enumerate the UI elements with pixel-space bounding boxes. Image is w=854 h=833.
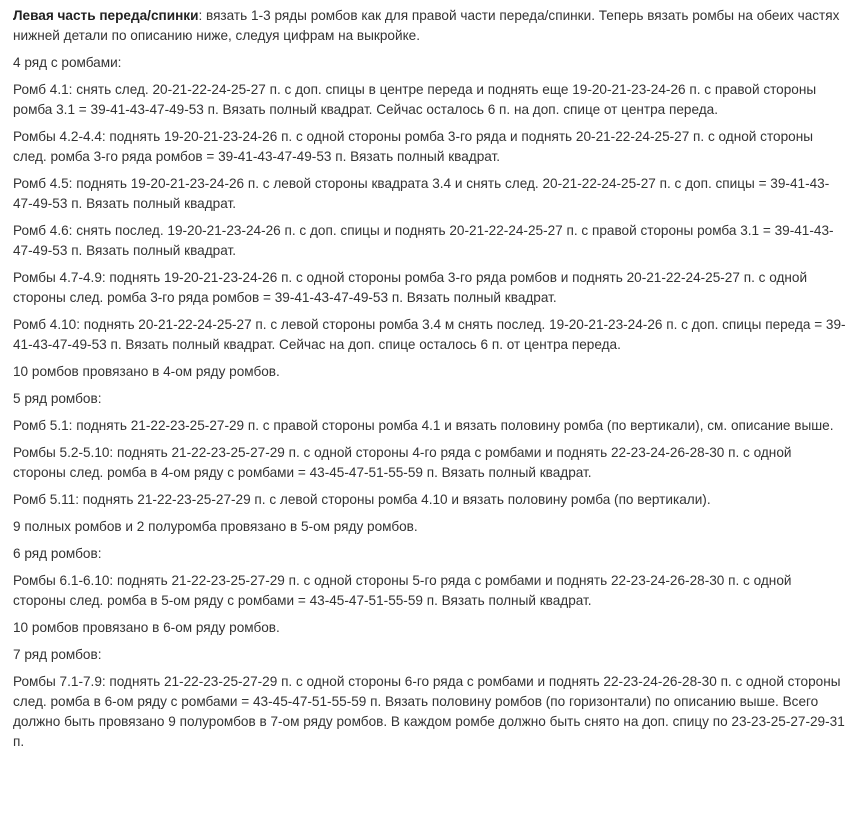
intro-paragraph [13,6,846,46]
section-heading-row-4: 4 ряд с ромбами: [13,55,122,70]
summary-row-6: 10 ромбов провязано в 6-ом ряду ромбов. [13,620,280,635]
paragraph-rhombs-5-2-5-10: Ромбы 5.2-5.10: поднять 21-22-23-25-27-29 п. с одной стороны 4-го ряда с ромбами и поднять 22-23-24-26-28-30 п. с одной стороны след. ромба в 4-ом ряду с ромбами = 43-45-47-51-55-59 п. Вязать полный квадрат. [13,445,792,480]
summary-row-5: 9 полных ромбов и 2 полуромба провязано в 5-ом ряду ромбов. [13,519,418,534]
paragraph-rhomb-5-11: Ромб 5.11: поднять 21-22-23-25-27-29 п. с левой стороны ромба 4.10 и вязать половину ромба (по вертикали). [13,492,711,507]
intro-heading: Левая часть переда/спинки [13,8,199,23]
paragraph-rhombs-6-1-6-10: Ромбы 6.1-6.10: поднять 21-22-23-25-27-29 п. с одной стороны 5-го ряда с ромбами и поднять 22-23-24-26-28-30 п. с одной стороны след. ромба в 5-ом ряду с ромбами = 43-45-47-51-55-59 п. Вязать полный квадрат. [13,573,792,608]
paragraph-rhomb-4-1: Ромб 4.1: снять след. 20-21-22-24-25-27 п. с доп. спицы в центре переда и поднять еще 19-20-21-23-24-26 п. с правой стороны ромба 3.1 = 39-41-43-47-49-53 п. Вязать полный квадрат. Сейчас осталось 6 п. на доп. спице от центра переда. [13,82,817,117]
intro-text: : вязать 1-3 ряды ромбов как для правой части переда/спинки. Теперь вязать ромбы на обеих частях нижней детали по описанию ниже, следуя цифрам на выкройке. [13,8,840,43]
section-heading-row-5: 5 ряд ромбов: [13,391,102,406]
paragraph-rhomb-5-1: Ромб 5.1: поднять 21-22-23-25-27-29 п. с правой стороны ромба 4.1 и вязать половину ромба (по вертикали), см. описание выше. [13,418,834,433]
paragraph-rhomb-4-6: Ромб 4.6: снять послед. 19-20-21-23-24-26 п. с доп. спицы и поднять 20-21-22-24-25-27 п. с правой стороны ромба 3.1 = 39-41-43-47-49-53 п. Вязать полный квадрат. [13,223,834,258]
paragraph-rhombs-4-2-4-4: Ромбы 4.2-4.4: поднять 19-20-21-23-24-26 п. с одной стороны ромба 3-го ряда и поднять 20-21-22-24-25-27 п. с одной стороны след. ромба 3-го ряда ромбов = 39-41-43-47-49-53 п. Вязать полный квадрат. [13,129,813,164]
paragraph-rhombs-7-1-7-9: Ромбы 7.1-7.9: поднять 21-22-23-25-27-29 п. с одной стороны 6-го ряда с ромбами и поднять 22-23-24-26-28-30 п. с одной стороны след. ромба в 6-ом ряду с ромбами = 43-45-47-51-55-59 п. Вязать половину ромбов (по горизонтали) по описанию выше. Всего должно быть провязано 9 полуромбов в 7-ом ряду ромбов. В каждом ромбе должно быть снято на доп. спицу по 23-23-25-27-29-31 п. [13,674,845,749]
section-heading-row-7: 7 ряд ромбов: [13,647,102,662]
paragraph-rhombs-4-7-4-9: Ромбы 4.7-4.9: поднять 19-20-21-23-24-26 п. с одной стороны ромба 3-го ряда ромбов и поднять 20-21-22-24-25-27 п. с одной стороны след. ромба 3-го ряда ромбов = 39-41-43-47-49-53 п. Вязать полный квадрат. [13,270,808,305]
paragraph-rhomb-4-5: Ромб 4.5: поднять 19-20-21-23-24-26 п. с левой стороны квадрата 3.4 и снять след. 20-21-22-24-25-27 п. с доп. спицы = 39-41-43-47-49-53 п. Вязать полный квадрат. [13,176,830,211]
section-heading-row-6: 6 ряд ромбов: [13,546,102,561]
paragraph-rhomb-4-10: Ромб 4.10: поднять 20-21-22-24-25-27 п. с левой стороны ромба 3.4 м снять послед. 19-20-21-23-24-26 п. с доп. спицы переда = 39-41-43-47-49-53 п. Вязать полный квадрат. Сейчас на доп. спице осталось 6 п. от центра переда. [13,317,846,352]
summary-row-4: 10 ромбов провязано в 4-ом ряду ромбов. [13,364,280,379]
